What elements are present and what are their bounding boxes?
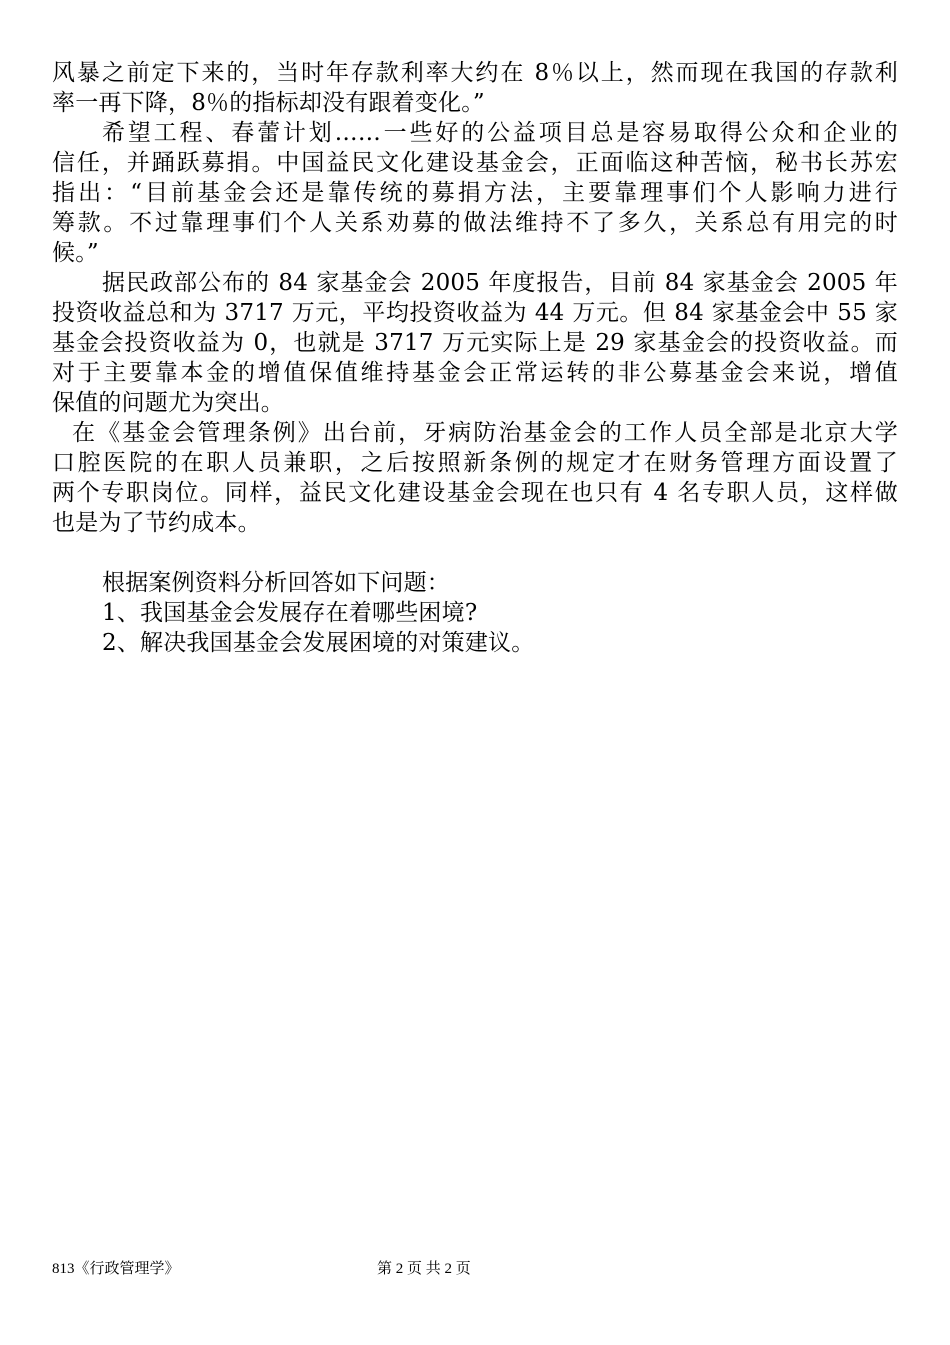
text-line: 候。” [52, 240, 99, 266]
text-line: 率一再下降，8％的指标却没有跟着变化。” [52, 90, 485, 116]
spacer [52, 538, 898, 568]
text-line: 基金会投资收益为 0，也就是 3717 万元实际上是 29 家基金会的投资收益。而 [52, 330, 898, 356]
text-line: 两个专职岗位。同样，益民文化建设基金会现在也只有 4 名专职人员，这样做 [52, 480, 898, 506]
text-line: 在《基金会管理条例》出台前，牙病防治基金会的工作人员全部是北京大学 [72, 420, 898, 446]
text-line: 保值的问题尤为突出。 [52, 390, 284, 416]
paragraph-1 [52, 58, 898, 118]
text-line: 口腔医院的在职人员兼职，之后按照新条例的规定才在财务管理方面设置了 [52, 450, 898, 476]
text-line: 希望工程、春蕾计划……一些好的公益项目总是容易取得公众和企业的 [102, 120, 898, 146]
page-footer [52, 1257, 898, 1277]
paragraph-4 [52, 418, 898, 538]
paragraph-2 [52, 118, 898, 268]
paragraph-3 [52, 268, 898, 418]
text-line: 筹款。不过靠理事们个人关系劝募的做法维持不了多久，关系总有用完的时 [52, 210, 898, 236]
text-line: 投资收益总和为 3717 万元，平均投资收益为 44 万元。但 84 家基金会中 55 家 [52, 300, 898, 326]
text-line: 信任，并踊跃募捐。中国益民文化建设基金会，正面临这种苦恼，秘书长苏宏 [52, 150, 898, 176]
text-line: 也是为了节约成本。 [52, 510, 261, 536]
page-number: 第 2 页 共 2 页 [377, 1261, 471, 1277]
text-line: 风暴之前定下来的，当时年存款利率大约在 8％以上，然而现在我国的存款利 [52, 60, 898, 86]
text-line: 指出：“目前基金会还是靠传统的募捐方法，主要靠理事们个人影响力进行 [52, 180, 898, 206]
text-line: 对于主要靠本金的增值保值维持基金会正常运转的非公募基金会来说，增值 [52, 360, 898, 386]
text-line: 据民政部公布的 84 家基金会 2005 年度报告，目前 84 家基金会 2005 年 [102, 270, 898, 296]
document-body [52, 58, 898, 658]
questions-intro: 根据案例资料分析回答如下问题： [102, 570, 450, 596]
questions-section [52, 568, 898, 658]
question-item: 2、解决我国基金会发展困境的对策建议。 [102, 630, 535, 656]
question-item: 1、我国基金会发展存在着哪些困境? [102, 600, 478, 626]
course-label: 813《行政管理学》 [52, 1261, 180, 1277]
